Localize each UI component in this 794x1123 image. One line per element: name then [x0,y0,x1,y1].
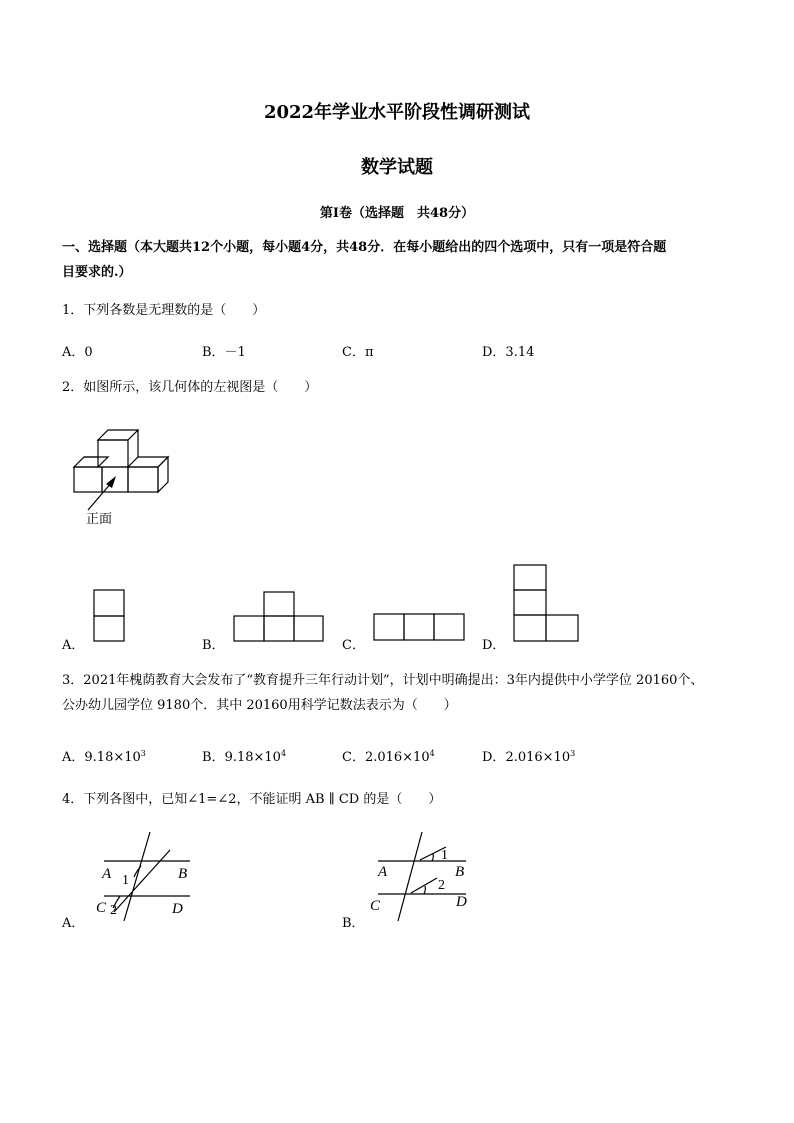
q2-option-c: C． [342,638,365,653]
page-title: 2022年学业水平阶段性调研测试 [263,102,531,123]
q1-option-d: D．3.14 [482,345,535,360]
q4-option-b: B． [342,916,365,931]
fig-a-label-d: D [172,901,183,917]
q3-option-d: D．$2.016\times 10^3$ [482,749,576,765]
section-heading-line1: 一、选择题（本大题共12个小题，每小题4分，共48分．在每小题给出的四个选项中，只有一项是符合题 [62,240,667,255]
fig-a-angle2: 2 [110,903,117,918]
q4-option-a: A． [62,916,85,931]
q3-stem-line1: 3．2021年槐荫教育大会发布了“教育提升三年行动计划”，计划中明确提出：3年内提供中小学学位 20160个、 [62,673,704,688]
q2-stem: 2．如图所示，该几何体的左视图是（ ） [62,380,318,395]
front-label: 正面 [86,512,113,527]
fig-a-label-a: A [102,866,112,882]
section-heading-line2: 目要求的.） [62,265,132,280]
q2-option-d: D． [482,638,506,653]
q3-stem-line2: 公办幼儿园学位 9180个．其中 20160用科学记数法表示为（ ） [62,698,457,713]
q2-option-a: A． [62,638,85,653]
q1-option-b: B．－1 [202,345,246,360]
q3-option-a: A．$9.18\times 10^3$ [62,749,146,765]
q1-option-a: A．0 [62,345,93,360]
fig-b-angle1: 1 [441,848,448,863]
fig-a-label-c: C [96,900,107,916]
fig-b-label-c: C [370,898,381,914]
q4-stem: 4．下列各图中，已知∠1=∠2，不能证明 AB ∥ CD 的是（ ） [62,792,442,807]
page-subtitle: 数学试题 [361,157,433,178]
fig-b-label-d: D [456,894,467,910]
fig-b-angle2: 2 [438,878,445,893]
fig-a-label-b: B [178,866,188,882]
fig-b-label-b: B [455,864,465,880]
q2-option-b: B． [202,638,225,653]
fig-a-angle1: 1 [122,873,129,888]
fig-b-label-a: A [378,864,388,880]
q1-stem: 1．下列各数是无理数的是（ ） [62,303,266,318]
volume-heading: 第Ⅰ卷（选择题 共48分） [319,206,475,221]
q3-option-c: C．$2.016\times 10^4$ [342,749,435,765]
q1-option-c: C．π [342,345,374,360]
q3-option-b: B．$9.18\times 10^4$ [202,749,287,765]
